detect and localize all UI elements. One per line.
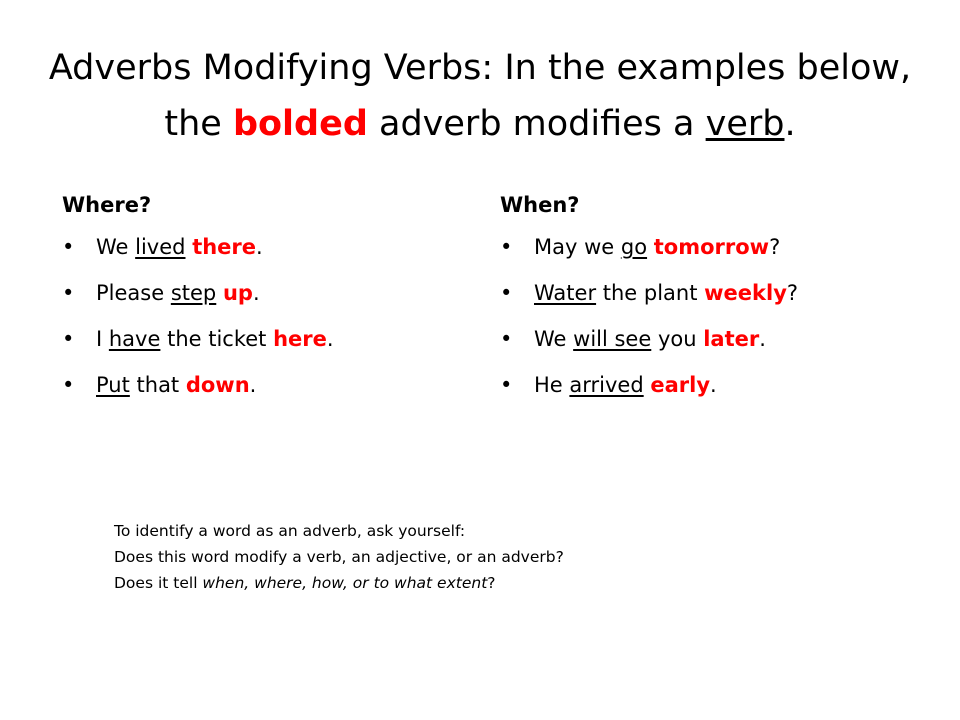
title-text-start: Adverbs Modifying Verbs: In the examples below, the [48,48,912,144]
item-verb: go [620,235,648,259]
note-line-2: Does this word modify a verb, an adjective, or an adverb? [114,548,564,566]
list-item [500,232,920,262]
bullet-icon: • [500,235,513,259]
list-item [500,278,920,308]
bullet-icon: • [500,373,513,397]
when-column [500,190,920,416]
when-heading: When? [500,193,580,217]
item-post: ? [769,235,781,259]
where-list [62,232,462,400]
bullet-icon: • [62,373,75,397]
item-pre: We [96,235,136,259]
list-item [62,370,462,400]
item-adverb: up [222,281,253,305]
item-adverb: weekly [704,281,787,305]
item-mid [216,281,223,305]
list-item [500,324,920,354]
item-verb: have [108,327,161,351]
bullet-icon: • [500,281,513,305]
note-line-3-start: Does it tell [114,574,203,592]
item-post: ? [786,281,799,305]
list-item [62,324,462,354]
item-adverb: here [273,327,327,351]
list-item [500,370,920,400]
item-adverb: tomorrow [653,235,770,259]
title-underlined-word: verb [705,104,785,144]
where-heading: Where? [62,193,152,217]
item-pre: Please [96,281,171,305]
item-post: . [256,235,263,259]
item-pre: May we [534,235,621,259]
item-mid: you [651,327,704,351]
bullet-icon: • [62,327,75,351]
bullet-icon: • [62,235,75,259]
item-post: . [252,281,260,305]
list-item [62,232,462,262]
item-verb: lived [135,235,186,259]
item-adverb: down [185,373,250,397]
bullet-icon: • [500,327,513,351]
note-line-3 [114,570,814,596]
when-list [500,232,920,400]
item-post: . [326,327,334,351]
item-verb: arrived [569,373,644,397]
item-mid: the ticket [160,327,274,351]
item-verb: will see [573,327,652,351]
item-mid [647,235,654,259]
item-post: . [710,373,717,397]
item-pre: We [534,327,574,351]
slide-title [40,40,920,152]
bullet-icon: • [62,281,75,305]
item-adverb: later [703,327,760,351]
item-verb: Water [534,281,597,305]
item-mid: that [129,373,186,397]
adverb-tip-note [114,518,814,596]
item-pre: I [96,327,109,351]
list-item [62,278,462,308]
item-pre: He [534,373,570,397]
note-line-3-italic: when, where, how, or to what extent [202,574,488,592]
item-verb: Put [96,373,130,397]
where-column [62,190,462,416]
item-adverb: there [192,235,257,259]
item-mid: the plant [596,281,705,305]
note-line-3-end: ? [487,574,496,592]
item-adverb: early [650,373,711,397]
title-text-middle: adverb modifies a [367,104,706,144]
item-post: . [249,373,257,397]
item-post: . [759,327,766,351]
title-text-end: . [784,104,796,144]
item-verb: step [170,281,217,305]
note-line-1: To identify a word as an adverb, ask yourself: [114,522,466,540]
title-highlight: bolded [232,104,368,144]
